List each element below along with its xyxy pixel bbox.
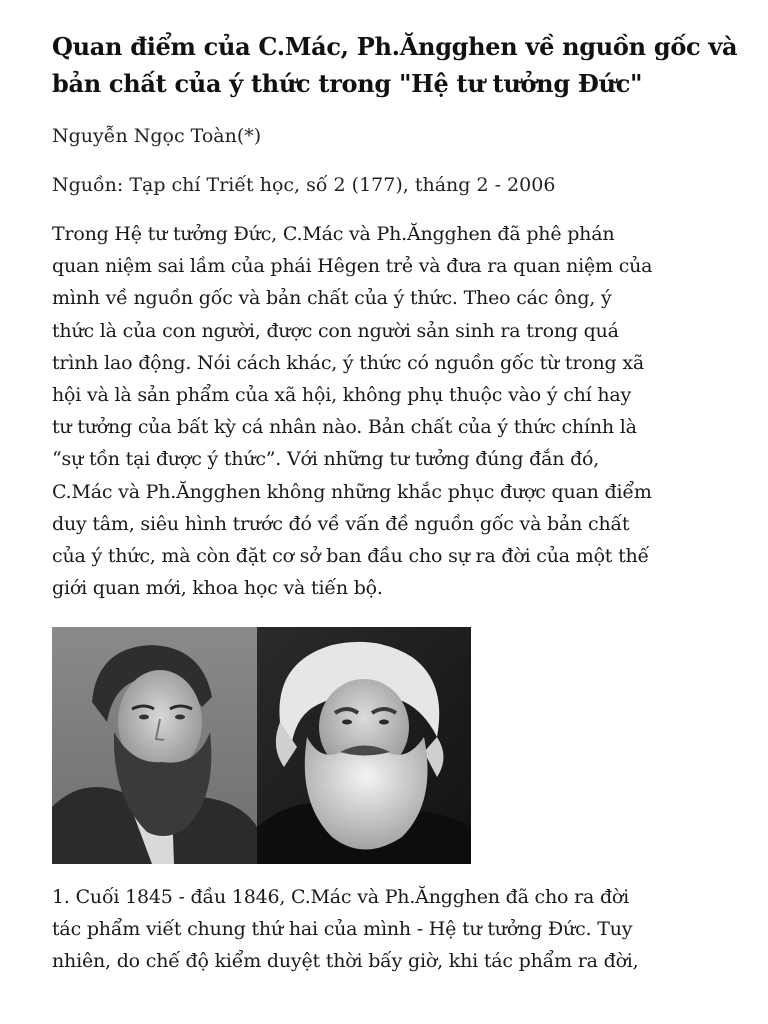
text-line: của ý thức, mà còn đặt cơ sở ban đầu cho sự ra đời của một thế — [52, 545, 650, 568]
source-line: Nguồn: Tạp chí Triết học, số 2 (177), tháng 2 - 2006 — [52, 174, 556, 196]
text-line: tư tưởng của bất kỳ cá nhân nào. Bản chất của ý thức chính là — [52, 416, 637, 439]
portrait-photo — [52, 627, 471, 864]
text-line: 1. Cuối 1845 - đầu 1846, C.Mác và Ph.Ăngghen đã cho ra đời — [52, 886, 630, 908]
text-line: nhiên, do chế độ kiểm duyệt thời bấy giờ, khi tác phẩm ra đời, — [52, 950, 639, 973]
text-line: duy tâm, siêu hình trước đó về vấn đề nguồn gốc và bản chất — [52, 512, 630, 535]
text-line: giới quan mới, khoa học và tiến bộ. — [52, 577, 383, 600]
text-line: tác phẩm viết chung thứ hai của mình - Hệ tư tưởng Đức. Tuy — [52, 918, 633, 941]
text-line: trình lao động. Nói cách khác, ý thức có nguồn gốc từ trong xã — [52, 351, 644, 374]
text-line: “sự tồn tại được ý thức”. Với những tư tưởng đúng đắn đó, — [52, 448, 600, 471]
title-line-1: Quan điểm của C.Mác, Ph.Ăngghen về nguồn gốc và — [52, 32, 738, 61]
portrait-illustration — [52, 627, 471, 864]
paragraph-section-1 — [52, 881, 742, 978]
text-line: Trong Hệ tư tưởng Đức, C.Mác và Ph.Ăngghen đã phê phán — [52, 223, 615, 245]
paragraph-intro — [52, 218, 742, 604]
title-line-2: bản chất của ý thức trong "Hệ tư tưởng Đức" — [52, 69, 643, 98]
text-line: quan niệm sai lầm của phái Hêgen trẻ và đưa ra quan niệm của — [52, 255, 653, 278]
text-line: thức là của con người, được con người sản sinh ra trong quá — [52, 319, 619, 342]
text-line: hội và là sản phẩm của xã hội, không phụ thuộc vào ý chí hay — [52, 384, 632, 407]
text-line: C.Mác và Ph.Ăngghen không những khắc phục được quan điểm — [52, 480, 652, 503]
author-line: Nguyễn Ngọc Toàn(*) — [52, 125, 262, 147]
text-line: mình về nguồn gốc và bản chất của ý thức. Theo các ông, ý — [52, 287, 612, 310]
article-title — [52, 28, 742, 102]
